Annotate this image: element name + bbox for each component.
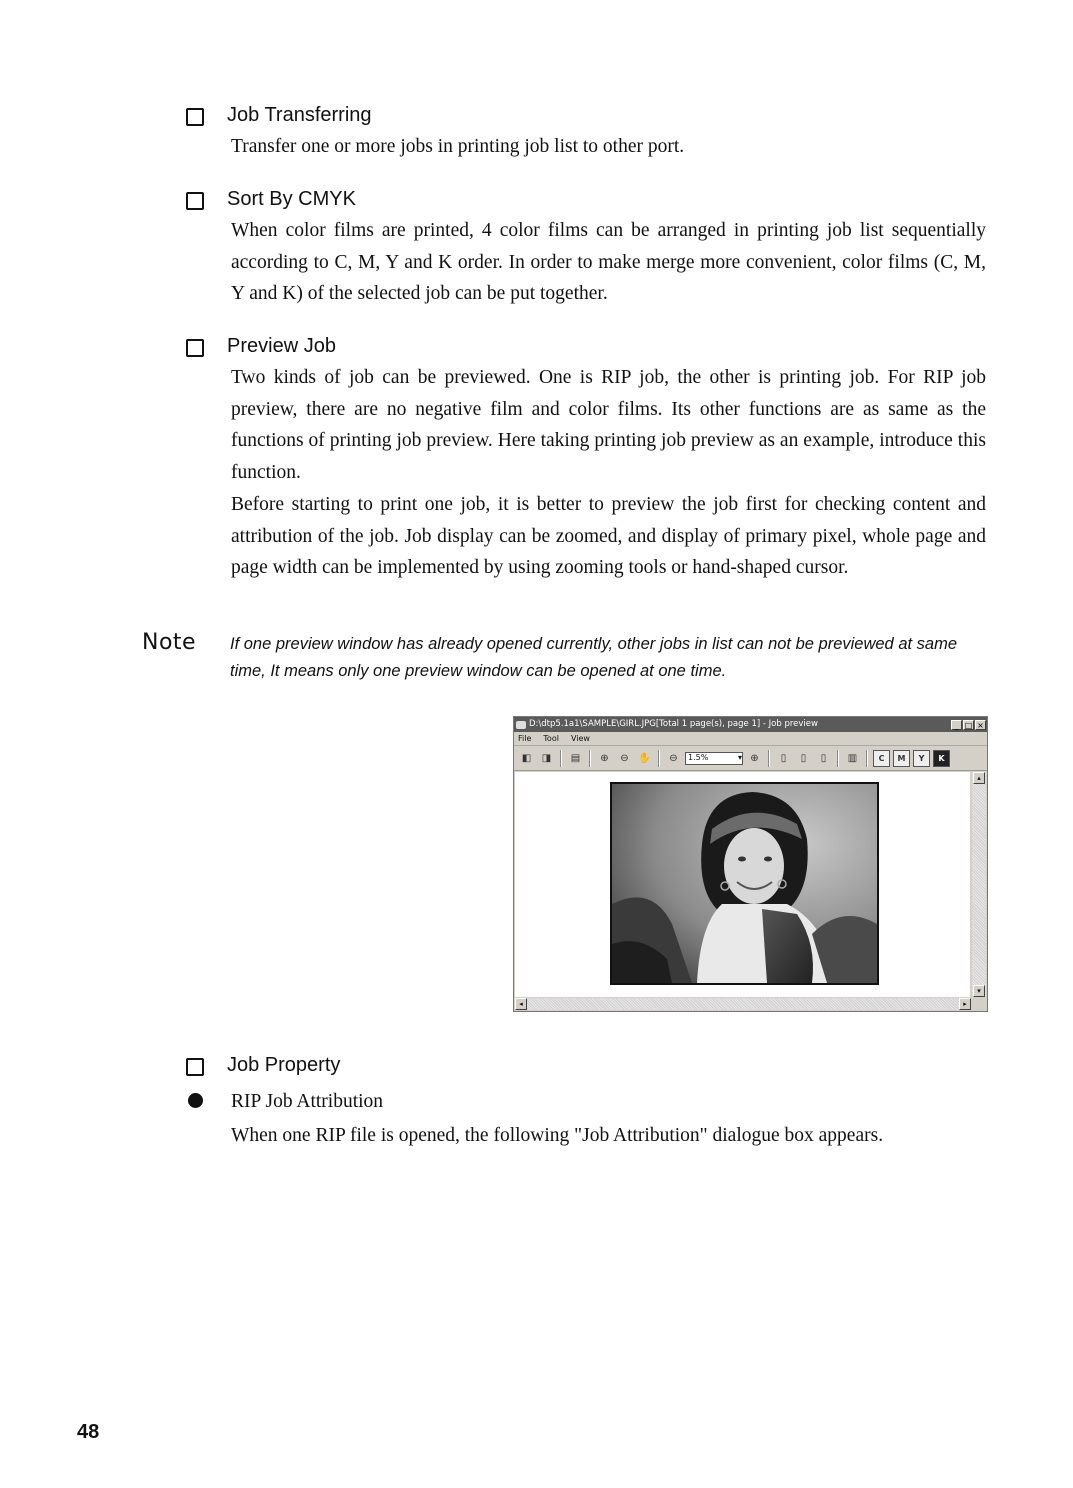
film-icon: ▥	[847, 752, 858, 764]
heading-label: Job Property	[227, 1054, 341, 1076]
menu-file: File	[518, 734, 532, 743]
paragraph-job-property: When one RIP file is opened, the following "Job Attribution" dialogue box appears.	[231, 1125, 884, 1146]
bullet-rip-job-attribution: RIP Job Attribution	[231, 1091, 384, 1112]
zoom-select	[685, 752, 743, 765]
heading-job-property	[186, 1054, 340, 1077]
paragraph-sort-by-cmyk: When color films are printed, 4 color films can be arranged in printing job list sequentially according to C, M, Y and K order. In order to make merge more convenient, color films (C, M, Y and K) of the selected job can be put together.	[231, 220, 986, 305]
color-y-button: Y	[913, 750, 930, 767]
horizontal-scrollbar	[515, 998, 971, 1010]
note-label: Note	[142, 630, 197, 655]
color-m-button: M	[893, 750, 910, 767]
page-width-icon: ▯	[820, 752, 827, 764]
properties-icon: ▤	[570, 752, 581, 764]
zoom-plus-icon: ⊕	[750, 752, 759, 764]
heading-label: Sort By CMYK	[227, 188, 356, 210]
zoom-out-icon: ⊖	[620, 752, 629, 764]
window-title: D:\dtp5.1a1\SAMPLE\GIRL.JPG[Total 1 page(s), page 1] - Job preview	[529, 719, 818, 729]
bullet-icon	[188, 1093, 203, 1108]
checkbox-icon	[186, 339, 204, 357]
maximize-icon: □	[964, 720, 973, 730]
paragraph-job-transferring: Transfer one or more jobs in printing job list to other port.	[231, 136, 685, 157]
close-icon: ×	[975, 720, 986, 730]
girl-photo-image	[612, 784, 877, 983]
menu-tool: Tool	[543, 734, 559, 743]
zoom-minus-icon: ⊖	[669, 752, 678, 764]
vertical-scrollbar	[972, 772, 986, 997]
actual-pixel-icon: ▯	[780, 752, 787, 764]
note-text: If one preview window has already opened currently, other jobs in list can not be previewed at same time, It means only one preview window can be opened at one time.	[230, 635, 958, 680]
next-page-icon: ◨	[541, 752, 552, 764]
preview-photo	[610, 782, 879, 985]
job-preview-screenshot	[513, 716, 988, 1012]
color-k-button: K	[933, 750, 950, 767]
minimize-icon: _	[951, 720, 962, 730]
whole-page-icon: ▯	[800, 752, 807, 764]
chevron-down-icon: ▾	[737, 753, 742, 762]
heading-sort-by-cmyk	[186, 188, 356, 211]
checkbox-icon	[186, 108, 204, 126]
prev-page-icon: ◧	[521, 752, 532, 764]
hand-icon: ✋	[638, 752, 651, 764]
heading-label: Job Transferring	[227, 104, 372, 126]
heading-preview-job	[186, 335, 336, 358]
scroll-right-icon: ▸	[959, 998, 971, 1010]
heading-job-transferring	[186, 104, 372, 127]
preview-job-text-1: Two kinds of job can be previewed. One is RIP job, the other is printing job. For RIP job preview, there are no negative film and color films. Its other functions are as same as the functions of printing job preview. Here taking printing job preview as an example, introduce this function.	[231, 367, 986, 484]
toolbar	[514, 746, 987, 771]
scroll-down-icon: ▾	[973, 985, 985, 997]
menu-view: View	[570, 734, 590, 743]
paragraph-preview-job	[231, 362, 986, 584]
menu-bar	[514, 732, 987, 746]
page-number: 48	[77, 1421, 100, 1443]
color-c-button: C	[873, 750, 890, 767]
checkbox-icon	[186, 192, 204, 210]
app-icon	[516, 721, 526, 729]
scroll-left-icon: ◂	[515, 998, 527, 1010]
preview-job-text-2: Before starting to print one job, it is better to preview the job first for checking content and attribution of the job. Job display can be zoomed, and display of primary pixel, whole page and page width can be implemented by using zooming tools or hand-shaped cursor.	[231, 493, 986, 579]
zoom-value: 1.5%	[688, 753, 709, 762]
preview-canvas	[515, 772, 970, 997]
title-bar	[514, 717, 987, 732]
scroll-up-icon: ▴	[973, 772, 985, 784]
zoom-in-icon: ⊕	[600, 752, 609, 764]
checkbox-icon	[186, 1058, 204, 1076]
heading-label: Preview Job	[227, 335, 336, 357]
